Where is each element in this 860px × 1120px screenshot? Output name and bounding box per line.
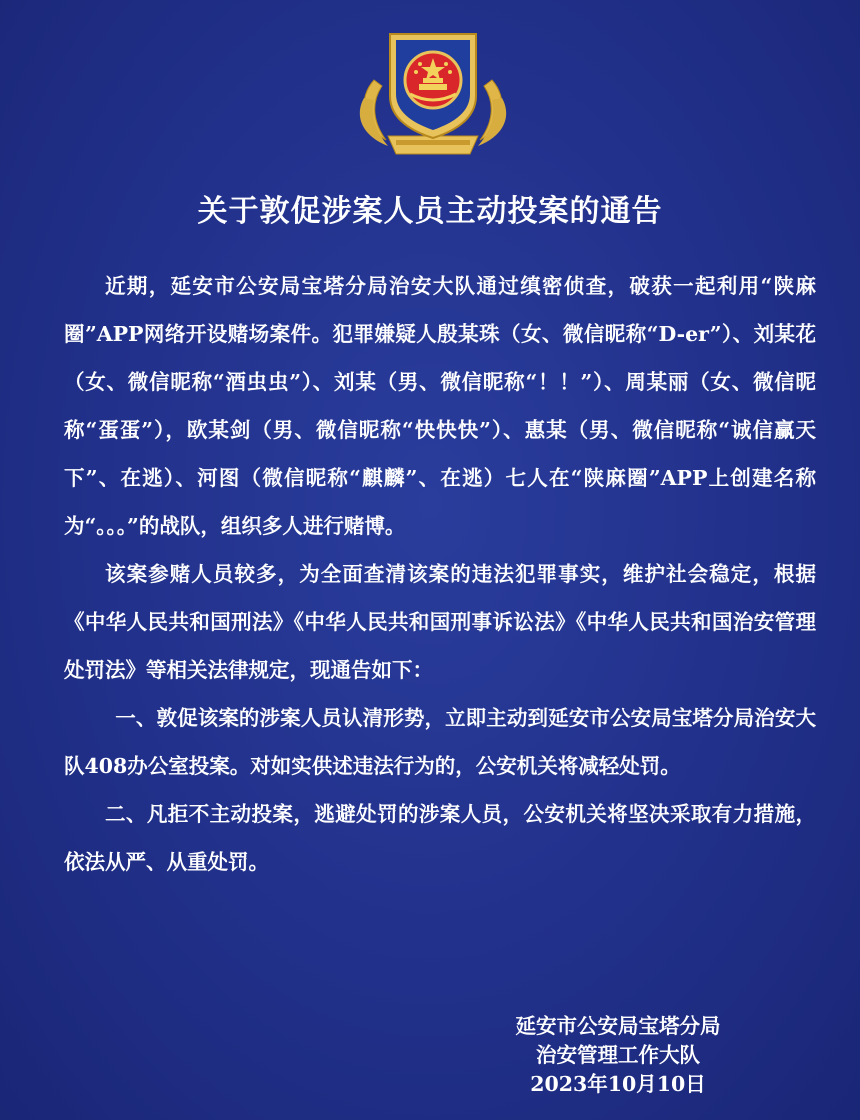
signature-date: 2023年10月10日 (530, 1072, 706, 1096)
paragraph-item-two: 二、凡拒不主动投案，逃避处罚的涉案人员，公安机关将坚决采取有力措施，依法从严、从重处罚。 (64, 802, 816, 874)
signature-block (488, 1012, 748, 1099)
signature-org-line2: 治安管理工作大队 (536, 1043, 700, 1067)
paragraph-item-one: 一、敦促该案的涉案人员认清形势，立即主动到延安市公安局宝塔分局治安大队408办公室投案。对如实供述违法行为的，公安机关将减轻处罚。 (64, 706, 816, 778)
police-emblem-icon (352, 28, 514, 158)
paragraph-legal-basis: 该案参赌人员较多，为全面查清该案的违法犯罪事实，维护社会稳定，根据《中华人民共和国刑法》《中华人民共和国刑事诉讼法》《中华人民共和国治安管理处罚法》等相关法律规定，现通告如下： (64, 562, 816, 682)
notice-title: 关于敦促涉案人员主动投案的通告 (197, 194, 663, 229)
notice-body (64, 262, 816, 886)
paragraph-case-summary: 近期，延安市公安局宝塔分局治安大队通过缜密侦查，破获一起利用“陕麻圈”APP网络开设赌场案件。犯罪嫌疑人殷某珠（女、微信昵称“D-er”）、刘某花（女、微信昵称“酒虫虫”）、刘某（男、微信昵称“！！”）、周某丽（女、微信昵称“蛋蛋”），欧某剑（男、微信昵称“快快快”）、惠某（男、微信昵称“诚信赢天下”、在逃）、河图（微信昵称“麒麟”、在逃）七人在“陕麻圈”APP上创建名称为“。。。”的战队，组织多人进行赌博。 (64, 274, 816, 538)
signature-org-line1: 延安市公安局宝塔分局 (515, 1014, 721, 1038)
